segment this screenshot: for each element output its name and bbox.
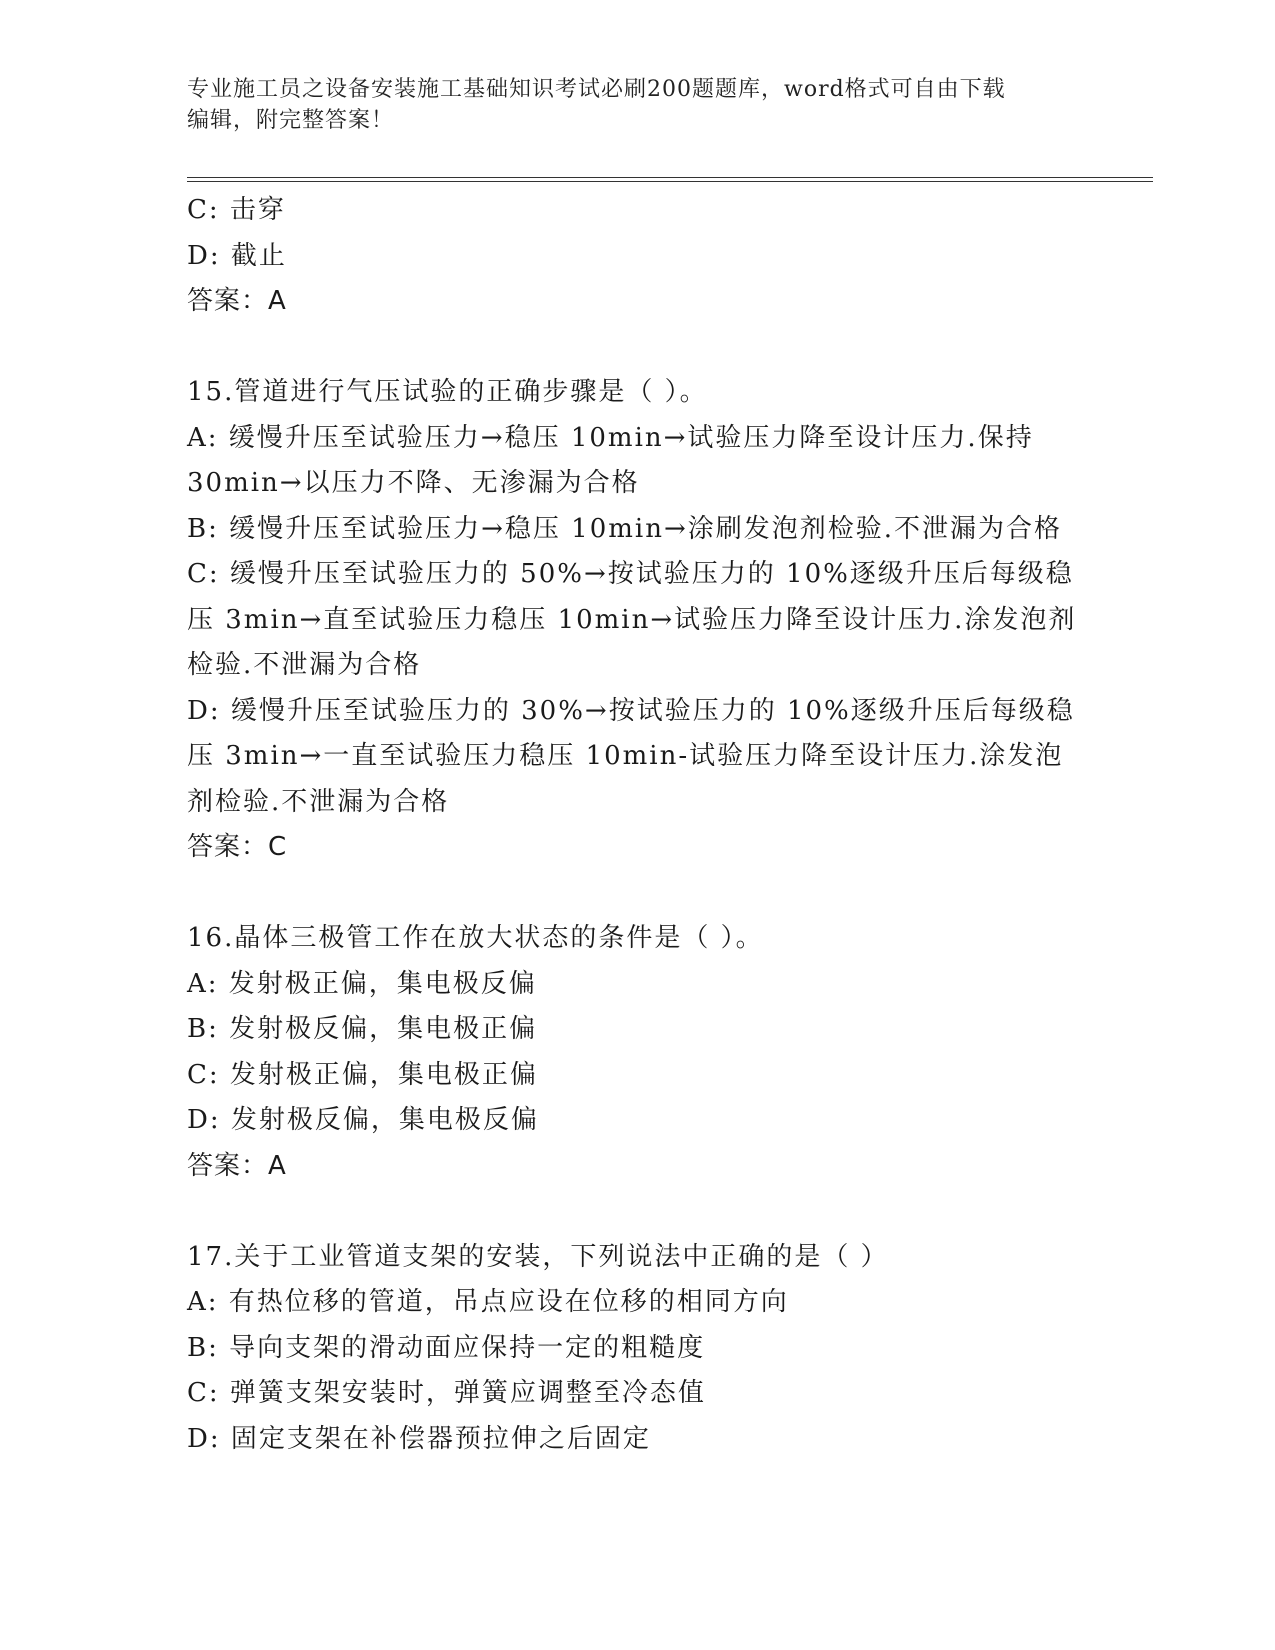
option-line: B: 导向支架的滑动面应保持一定的粗糙度	[187, 1332, 706, 1363]
question-block-16	[187, 916, 1087, 1189]
header-line-1: 专业施工员之设备安装施工基础知识考试必刷200题题库，word格式可自由下载	[187, 77, 1006, 102]
document-header	[187, 74, 1087, 136]
option-line: D: 固定支架在补偿器预拉伸之后固定	[187, 1423, 651, 1454]
option-line: C: 击穿	[187, 195, 286, 225]
question-stem: 17.关于工业管道支架的安装，下列说法中正确的是（ ）	[187, 1241, 889, 1272]
option-line: C: 弹簧支架安装时，弹簧应调整至冷态值	[187, 1378, 706, 1408]
header-line-2: 编辑，附完整答案！	[187, 108, 395, 133]
question-stem: 15.管道进行气压试验的正确步骤是（ ）。	[187, 377, 708, 407]
header-divider-top	[187, 177, 1153, 178]
spacer	[187, 871, 1087, 917]
option-line: 检验.不泄漏为合格	[187, 650, 422, 680]
spacer	[187, 1189, 1087, 1235]
option-line: B: 发射极反偏，集电极正偏	[187, 1014, 538, 1044]
option-line: D: 截止	[187, 240, 287, 271]
option-line: 30min→以压力不降、无渗漏为合格	[187, 468, 640, 498]
question-block-14	[187, 188, 1087, 325]
question-stem: 16.晶体三极管工作在放大状态的条件是（ ）。	[187, 923, 764, 953]
document-body	[187, 188, 1087, 1462]
answer-line: 答案：A	[187, 1150, 287, 1181]
option-line: A: 有热位移的管道，吊点应设在位移的相同方向	[187, 1287, 789, 1317]
question-block-17	[187, 1235, 1087, 1463]
option-line: D: 缓慢升压至试验压力的 30%→按试验压力的 10%逐级升压后每级稳	[187, 695, 1075, 726]
option-line: D: 发射极反偏，集电极反偏	[187, 1105, 539, 1135]
option-line: C: 缓慢升压至试验压力的 50%→按试验压力的 10%逐级升压后每级稳	[187, 559, 1074, 589]
option-line: 剂检验.不泄漏为合格	[187, 786, 450, 817]
option-line: A: 发射极正偏，集电极反偏	[187, 968, 537, 999]
question-block-15	[187, 370, 1087, 871]
option-line: B: 缓慢升压至试验压力→稳压 10min→涂刷发泡剂检验.不泄漏为合格	[187, 513, 1063, 544]
option-line: A: 缓慢升压至试验压力→稳压 10min→试验压力降至设计压力.保持	[187, 422, 1034, 453]
option-line: 压 3min→直至试验压力稳压 10min→试验压力降至设计压力.涂发泡剂	[187, 604, 1077, 635]
header-divider-bottom	[187, 181, 1153, 182]
answer-line: 答案：C	[187, 832, 288, 862]
option-line: 压 3min→一直至试验压力稳压 10min-试验压力降至设计压力.涂发泡	[187, 741, 1064, 771]
answer-line: 答案：A	[187, 286, 287, 316]
spacer	[187, 325, 1087, 371]
option-line: C: 发射极正偏，集电极正偏	[187, 1059, 538, 1090]
